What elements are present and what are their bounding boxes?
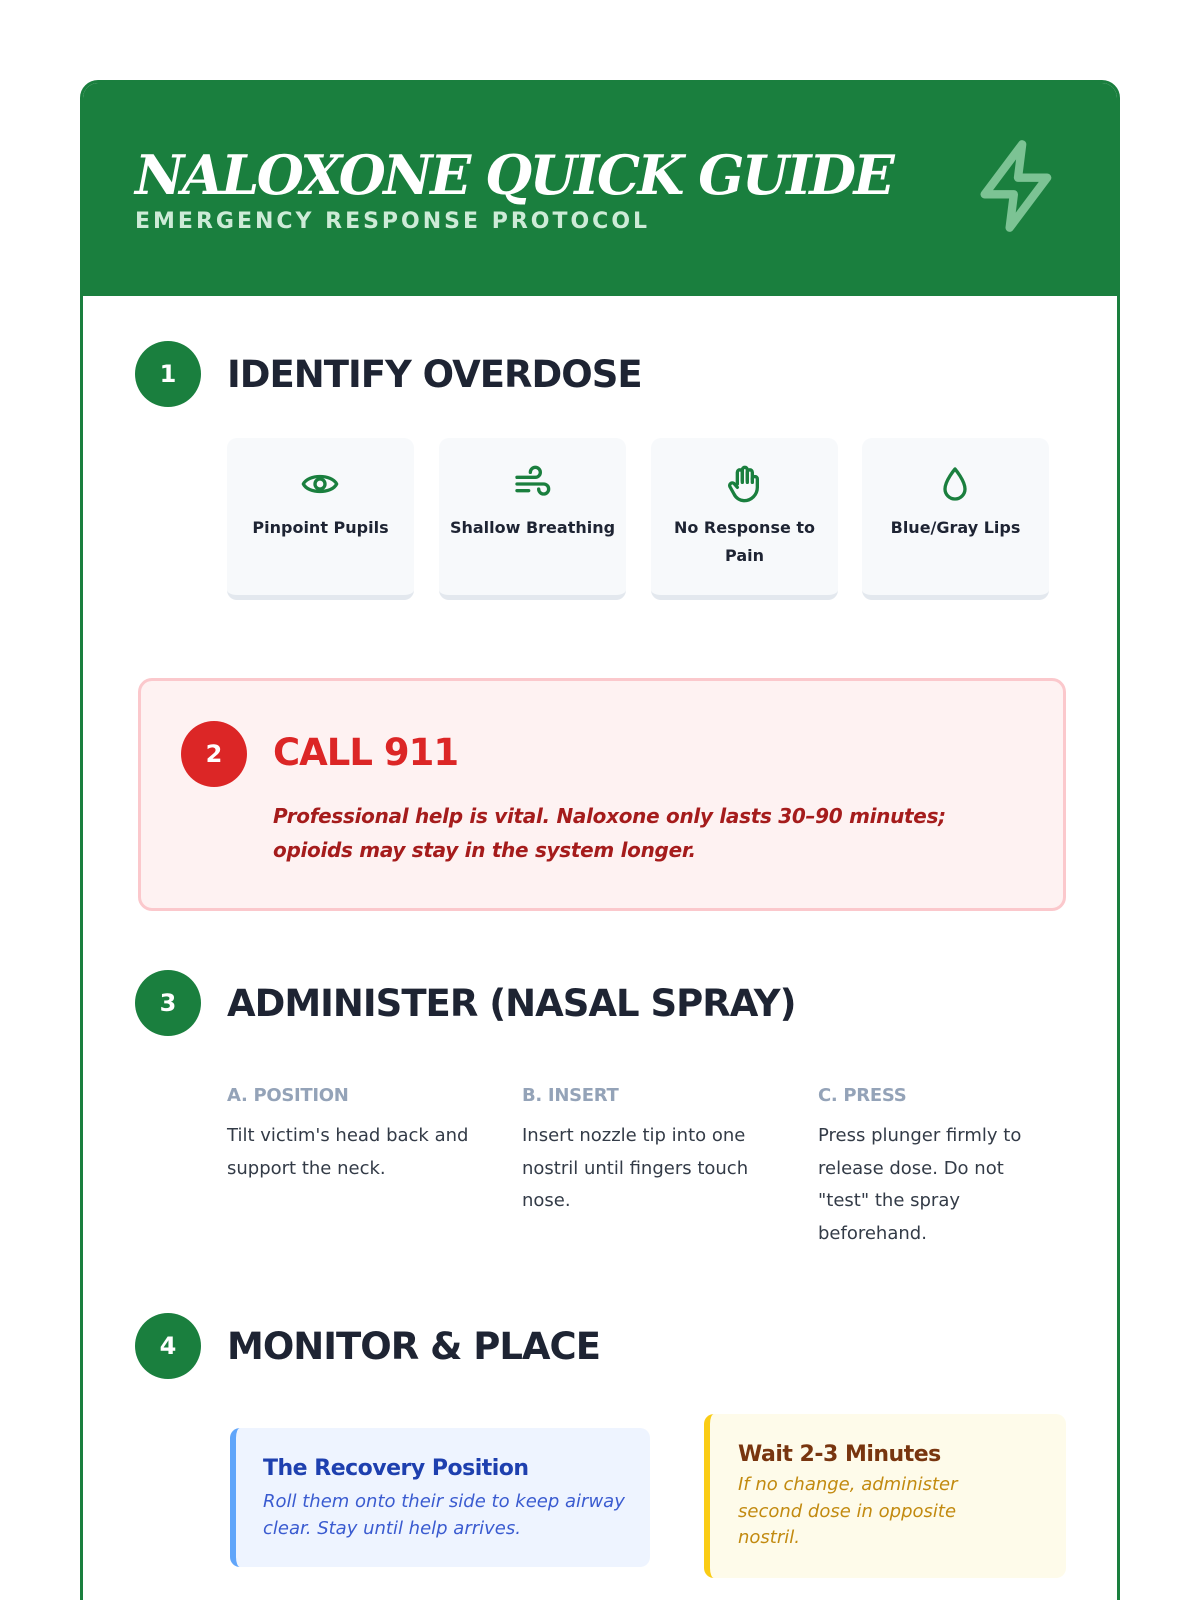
wait-callout <box>704 1414 1066 1578</box>
wind-icon <box>512 464 552 504</box>
substep-heading: C. PRESS <box>818 1085 907 1106</box>
header-banner <box>83 83 1117 296</box>
symptom-card-pain <box>651 438 838 600</box>
recovery-position-callout <box>230 1428 650 1567</box>
substep-text: Press plunger firmly to release dose. Do not "test" the spray beforehand. <box>818 1125 1022 1244</box>
recovery-title: The Recovery Position <box>263 1456 529 1481</box>
recovery-text: Roll them onto their side to keep airway clear. Stay until help arrives. <box>263 1491 625 1539</box>
symptom-card-breathing <box>439 438 626 600</box>
substep-text: Insert nozzle tip into one nostril until fingers touch nose. <box>522 1125 749 1211</box>
symptom-label: No Response to Pain <box>673 518 816 565</box>
symptom-label: Blue/Gray Lips <box>890 518 1021 537</box>
wait-title: Wait 2-3 Minutes <box>738 1442 941 1467</box>
eye-icon <box>300 464 340 504</box>
symptom-card-pupils <box>227 438 414 600</box>
substep-insert <box>522 1085 772 1218</box>
substep-text: Tilt victim's head back and support the neck. <box>227 1125 469 1179</box>
substep-press <box>818 1085 1048 1250</box>
step-number-3: 3 <box>135 970 201 1036</box>
call-911-panel <box>138 678 1066 911</box>
step-title-call: CALL 911 <box>273 731 459 774</box>
symptom-label: Shallow Breathing <box>449 518 616 537</box>
call-911-note: Professional help is vital. Naloxone only lasts 30–90 minutes; opioids may stay in the system longer. <box>273 804 946 862</box>
step-number-1: 1 <box>135 341 201 407</box>
step-number-2: 2 <box>181 721 247 787</box>
substep-heading: A. POSITION <box>227 1085 349 1106</box>
page-title: NALOXONE QUICK GUIDE <box>135 143 893 207</box>
lightning-bolt-icon <box>968 136 1068 236</box>
step-number-4: 4 <box>135 1313 201 1379</box>
substep-heading: B. INSERT <box>522 1085 619 1106</box>
step-title-identify: IDENTIFY OVERDOSE <box>227 353 642 396</box>
hand-icon <box>724 464 764 504</box>
substep-position <box>227 1085 477 1185</box>
symptom-card-lips <box>862 438 1049 600</box>
step-title-administer: ADMINISTER (NASAL SPRAY) <box>227 982 796 1025</box>
step-title-monitor: MONITOR & PLACE <box>227 1325 600 1368</box>
symptom-label: Pinpoint Pupils <box>252 518 389 537</box>
wait-text: If no change, administer second dose in opposite nostril. <box>738 1474 958 1548</box>
page-subtitle: EMERGENCY RESPONSE PROTOCOL <box>135 209 651 234</box>
droplet-icon <box>935 464 975 504</box>
guide-card <box>80 80 1120 1600</box>
